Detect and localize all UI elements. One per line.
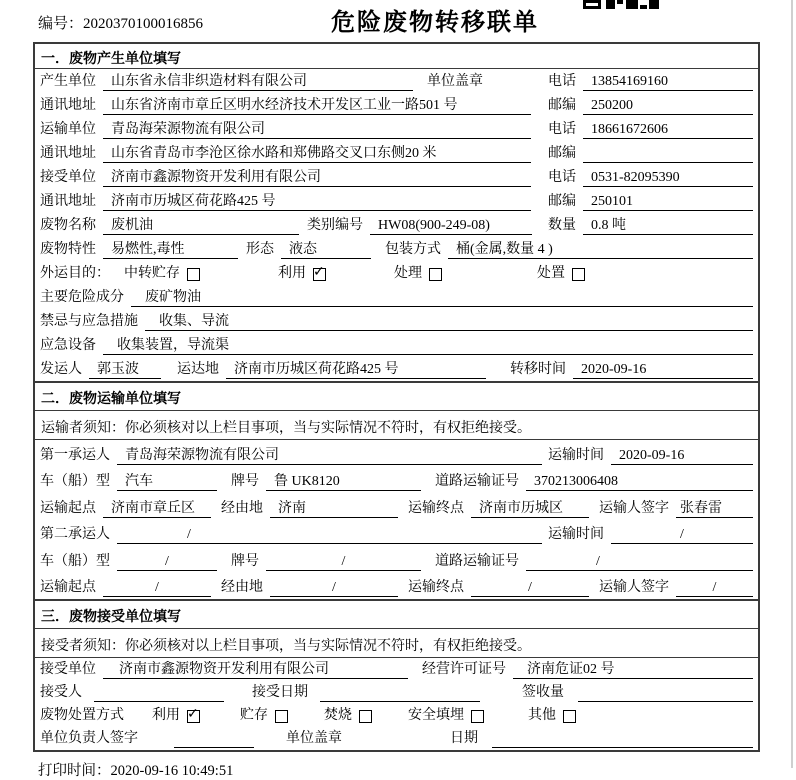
vehicle-type-value: / <box>117 553 217 571</box>
road-permit-label: 道路运输证号 <box>435 474 519 489</box>
checkbox-checked-icon <box>187 710 200 723</box>
plate-label: 牌号 <box>231 553 259 569</box>
terminus-value: 济南市历城区 <box>471 500 589 518</box>
form-state-label: 形态 <box>246 242 274 257</box>
receive-person-value <box>94 684 224 702</box>
phone-label: 电话 <box>548 74 576 89</box>
emergency-equipment-value: 收集装置，导流渠 <box>103 337 753 355</box>
row-vehicle-2 <box>35 546 758 573</box>
print-time-value: 2020-09-16 10:49:51 <box>110 763 234 779</box>
carrier-signature-value: 张春雷 <box>676 500 753 518</box>
shipper-value: 郭玉波 <box>89 361 161 379</box>
row-disposal-method <box>35 704 758 727</box>
serial-label: 编号： <box>38 16 84 32</box>
destination-value: 济南市历城区荷花路425 号 <box>226 361 486 379</box>
row-emergency-measures <box>35 309 758 333</box>
road-permit-value: 370213006408 <box>526 473 753 491</box>
transporter-unit-label: 运输单位 <box>40 122 96 137</box>
destination-label: 运达地 <box>177 362 219 377</box>
row-emergency-equipment <box>35 333 758 357</box>
option-label: 其他 <box>528 708 556 723</box>
packing-value: 桶(金属,数量 4 ) <box>448 241 753 259</box>
responsible-signature-value <box>174 730 254 748</box>
carrier-signature-label: 运输人签字 <box>599 500 669 516</box>
vehicle-type-label: 车（船）型 <box>40 474 110 489</box>
option-label: 处理 <box>394 266 422 281</box>
receive-date-value <box>320 684 480 702</box>
receiver-zip-value: 250101 <box>583 193 753 211</box>
disposal-option-other <box>528 707 576 725</box>
transport-date-value: 2020-09-16 <box>611 447 753 465</box>
shipper-label: 发运人 <box>40 362 82 377</box>
zip-label: 邮编 <box>548 98 576 113</box>
disposal-option-incinerate <box>324 707 372 725</box>
permit-number-label: 经营许可证号 <box>422 662 506 677</box>
producer-phone-value: 13854169160 <box>583 73 753 91</box>
permit-number-value: 济南危证02 号 <box>513 661 753 679</box>
via-label: 经由地 <box>221 580 263 595</box>
waste-name-label: 废物名称 <box>40 218 96 233</box>
origin-value: / <box>103 579 211 597</box>
row-receive-unit <box>35 658 758 681</box>
address-label: 通讯地址 <box>40 194 96 209</box>
row-responsible-signature <box>35 727 758 750</box>
transporter-address-value: 山东省青岛市李沧区徐水路和郑佛路交叉口东侧20 米 <box>103 145 531 163</box>
producer-unit-label: 产生单位 <box>40 74 96 89</box>
producer-address-value: 山东省济南市章丘区明水经济技术开发区工业一路501 号 <box>103 97 531 115</box>
page-title: 危险废物转移联单 <box>331 9 539 36</box>
carrier-signature-value: / <box>676 579 753 597</box>
emergency-equipment-label: 应急设备 <box>40 338 96 353</box>
row-transporter-address <box>35 141 758 165</box>
first-carrier-value: 青岛海荣源物流有限公司 <box>117 447 542 465</box>
emergency-measures-value: 收集、导流 <box>145 313 753 331</box>
via-value: / <box>270 579 398 597</box>
transport-date-label: 运输时间 <box>548 447 604 463</box>
plate-label: 牌号 <box>231 474 259 489</box>
row-second-carrier <box>35 520 758 547</box>
emergency-measures-label: 禁忌与应急措施 <box>40 314 138 329</box>
checkbox-icon <box>572 268 585 281</box>
checkbox-icon <box>359 710 372 723</box>
via-label: 经由地 <box>221 500 263 516</box>
manifest-form <box>33 42 760 752</box>
signed-quantity-label: 签收量 <box>522 685 564 700</box>
option-label: 利用 <box>278 266 306 281</box>
road-permit-value: / <box>526 553 753 571</box>
terminus-value: / <box>471 579 589 597</box>
second-carrier-value: / <box>117 526 542 544</box>
row-shipper <box>35 357 758 381</box>
origin-label: 运输起点 <box>40 500 96 516</box>
phone-label: 电话 <box>548 170 576 185</box>
quantity-value: 0.8 吨 <box>583 217 753 235</box>
disposal-option-landfill <box>408 707 484 725</box>
receive-unit-label: 接受单位 <box>40 662 96 677</box>
row-main-hazard <box>35 285 758 309</box>
checkbox-checked-icon <box>313 268 326 281</box>
category-code-value: HW08(900-249-08) <box>370 217 532 235</box>
via-value: 济南 <box>270 500 398 518</box>
receiver-phone-value: 0531-82095390 <box>583 169 753 187</box>
purpose-option-dispose <box>537 265 585 283</box>
terminus-label: 运输终点 <box>408 580 464 595</box>
row-transporter-unit <box>35 117 758 141</box>
disposal-option-storage <box>240 707 288 725</box>
receive-person-label: 接受人 <box>40 685 82 700</box>
carrier-signature-label: 运输人签字 <box>599 580 669 595</box>
receive-date-label: 接受日期 <box>252 685 308 700</box>
section-transporter <box>35 381 758 599</box>
print-time <box>38 759 796 780</box>
row-route-2 <box>35 573 758 600</box>
option-label: 安全填埋 <box>408 708 464 723</box>
unit-seal-label: 单位盖章 <box>286 731 342 746</box>
row-receiver-address <box>35 189 758 213</box>
row-receiver-unit <box>35 165 758 189</box>
date-label: 日期 <box>450 731 478 746</box>
section-producer <box>35 44 758 381</box>
purpose-option-use <box>278 265 326 283</box>
section-transporter-title: 二．废物运输单位填写 <box>35 383 758 411</box>
quantity-label: 数量 <box>548 218 576 233</box>
second-carrier-label: 第二承运人 <box>40 527 110 542</box>
vehicle-type-value: 汽车 <box>117 473 217 491</box>
address-label: 通讯地址 <box>40 98 96 113</box>
terminus-label: 运输终点 <box>408 500 464 516</box>
origin-label: 运输起点 <box>40 580 96 595</box>
page-edge-line <box>791 0 793 768</box>
receive-unit-value: 济南市鑫源物资开发利用有限公司 <box>103 661 408 679</box>
row-vehicle-1 <box>35 467 758 494</box>
row-producer-unit <box>35 69 758 93</box>
zip-label: 邮编 <box>548 194 576 209</box>
responsible-signature-label: 单位负责人签字 <box>40 731 138 746</box>
date-value <box>492 730 753 748</box>
category-code-label: 类别编号 <box>307 218 363 233</box>
unit-seal-label: 单位盖章 <box>427 74 483 89</box>
waste-traits-label: 废物特性 <box>40 242 96 257</box>
packing-label: 包装方式 <box>385 242 441 257</box>
origin-value: 济南市章丘区 <box>103 500 211 518</box>
checkbox-icon <box>563 710 576 723</box>
checkbox-icon <box>429 268 442 281</box>
row-receive-person <box>35 681 758 704</box>
transport-date-label: 运输时间 <box>548 527 604 542</box>
serial-number <box>38 12 203 33</box>
print-time-label: 打印时间： <box>38 763 111 779</box>
option-label: 中转贮存 <box>124 266 180 281</box>
purpose-option-storage <box>124 265 200 283</box>
disposal-method-label: 废物处置方式 <box>40 708 124 723</box>
checkbox-icon <box>275 710 288 723</box>
disposal-option-use <box>152 707 200 725</box>
transfer-date-label: 转移时间 <box>510 362 566 377</box>
road-permit-label: 道路运输证号 <box>435 553 519 569</box>
transporter-unit-value: 青岛海荣源物流有限公司 <box>103 121 531 139</box>
section-receiver-title: 三．废物接受单位填写 <box>35 601 758 629</box>
receiver-unit-label: 接受单位 <box>40 170 96 185</box>
serial-value: 2020370100016856 <box>83 16 204 32</box>
qr-code-icon <box>583 0 659 9</box>
purpose-option-treat <box>394 265 442 283</box>
row-first-carrier <box>35 440 758 467</box>
main-hazard-label: 主要危险成分 <box>40 290 124 305</box>
receiver-address-value: 济南市历城区荷花路425 号 <box>103 193 531 211</box>
waste-traits-value: 易燃性,毒性 <box>103 241 238 259</box>
waste-name-value: 废机油 <box>103 217 299 235</box>
row-route-1 <box>35 493 758 520</box>
main-hazard-value: 废矿物油 <box>131 289 753 307</box>
transporter-notice: 运输者须知：你必须核对以上栏目事项，当与实际情况不符时，有权拒绝接受。 <box>35 411 758 440</box>
zip-label: 邮编 <box>548 146 576 161</box>
option-label: 利用 <box>152 708 180 723</box>
receiver-unit-value: 济南市鑫源物资开发利用有限公司 <box>103 169 531 187</box>
option-label: 焚烧 <box>324 708 352 723</box>
row-transfer-purpose <box>35 261 758 285</box>
row-producer-address <box>35 93 758 117</box>
row-waste-name <box>35 213 758 237</box>
section-producer-title: 一．废物产生单位填写 <box>35 44 758 69</box>
vehicle-type-label: 车（船）型 <box>40 553 110 569</box>
transport-date-value: / <box>611 526 753 544</box>
checkbox-icon <box>471 710 484 723</box>
transfer-purpose-label: 外运目的： <box>40 266 110 281</box>
section-receiver <box>35 599 758 750</box>
plate-value: 鲁 UK8120 <box>266 473 421 491</box>
option-label: 处置 <box>537 266 565 281</box>
form-state-value: 液态 <box>281 241 371 259</box>
phone-label: 电话 <box>548 122 576 137</box>
checkbox-icon <box>187 268 200 281</box>
address-label: 通讯地址 <box>40 146 96 161</box>
producer-unit-value: 山东省永信非织造材料有限公司 <box>103 73 413 91</box>
transporter-zip-value <box>583 145 753 163</box>
receiver-notice: 接受者须知：你必须核对以上栏目事项，当与实际情况不符时，有权拒绝接受。 <box>35 629 758 658</box>
signed-quantity-value <box>578 684 753 702</box>
first-carrier-label: 第一承运人 <box>40 447 110 463</box>
option-label: 贮存 <box>240 708 268 723</box>
plate-value: / <box>266 553 421 571</box>
transporter-phone-value: 18661672606 <box>583 121 753 139</box>
producer-zip-value: 250200 <box>583 97 753 115</box>
row-waste-traits <box>35 237 758 261</box>
transfer-date-value: 2020-09-16 <box>573 361 753 379</box>
document-header <box>0 0 796 42</box>
